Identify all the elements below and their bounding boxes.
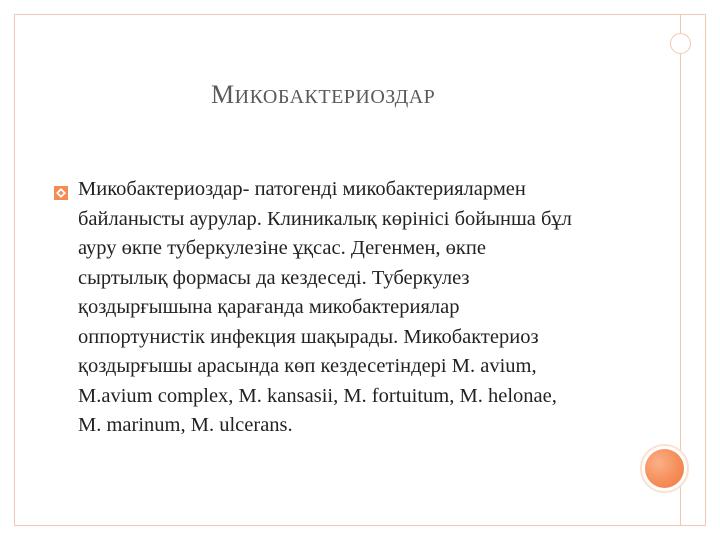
slide-title	[211, 80, 435, 110]
decorative-circle-bottom	[645, 449, 684, 488]
body-line: қоздырғышына қарағанда микобактериялар	[78, 296, 460, 318]
body-line: M. marinum, M. ulcerans.	[78, 414, 293, 436]
body-line: Микобактериоздар- патогенді микобактериялармен	[78, 178, 526, 200]
body-line: M.avium complex, M. kansasii, M. fortuitum, M. helonae,	[78, 384, 557, 407]
slide-title-rest: ИКОБАКТЕРИОЗДАР	[234, 86, 436, 108]
body-line: оппортунистік инфекция шақырады. Микобактериоз	[78, 325, 539, 348]
diamond-bullet-icon	[54, 186, 68, 200]
decorative-circle-top	[670, 33, 691, 54]
slide-title-first-letter: М	[211, 80, 235, 109]
body-line: байланысты аурулар. Клиникалық көрінісі бойынша бұл	[78, 207, 572, 230]
slide-body-paragraph	[78, 175, 678, 441]
body-line: ауру өкпе туберкулезіне ұқсас. Дегенмен, өкпе	[78, 237, 486, 259]
body-line: қоздырғышы арасында көп кездесетіндері M. avium,	[78, 355, 537, 377]
body-line: сыртылық формасы да кездеседі. Туберкулез	[78, 266, 470, 289]
